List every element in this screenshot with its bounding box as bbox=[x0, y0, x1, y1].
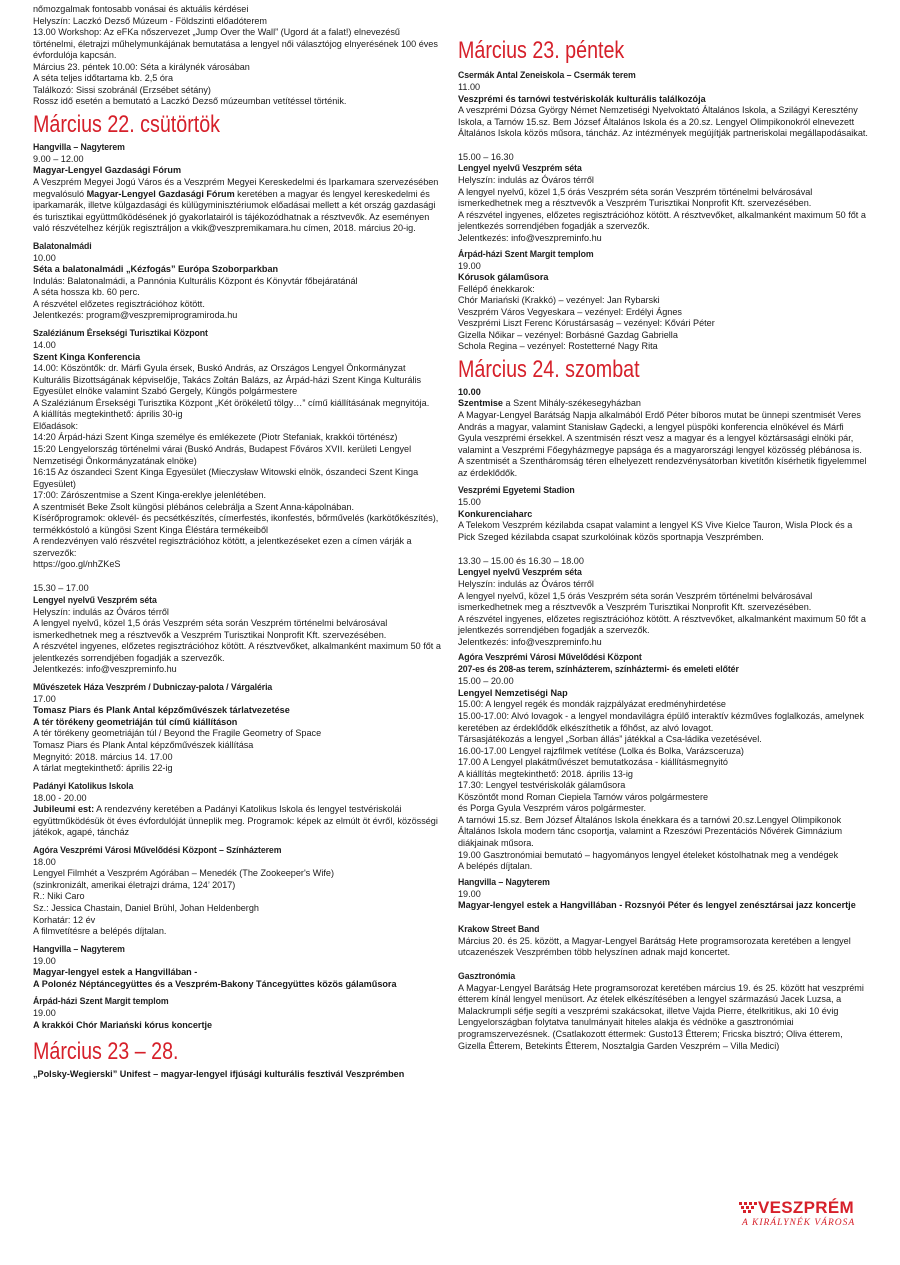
event-body: A Magyar-Lengyel Barátság Hete programsorozat keretében március 19. és 25. között hat veszprémi étterem kínál lengyel menüsort. Az ételek elkészítésében a lengyel származású Jacek Luzsa, a Malackrumpli séfje segíti a veszprémi szakácsokat, illetve Vajda Pierre, ételkritikus, aki 10 évig Lengyelországban folytatva tanulmányait hiteles alakja és védnöke a gasztronómiai programszervezésnek. (Csatlakozott éttermek: Gusto13 Étterem; Fricska bisztró; Oliva étterem, Gizella Étterem, Betekints Étterem, Nosztalgia Garden Veszprém – Villa Medici) bbox=[458, 982, 864, 1051]
event-body: 15.00: A lengyel regék és mondák rajzpályázat eredményhirdetése 15.00-17.00: Alvó lovagok - a lengyel mondavilágra épülő interaktív kézműves foglalkozás, amelynek keretében az érdeklődők elkészíthetik a főhőst, az alvó lovagot. Társasjátékozás a lengyel „Sorban állás” játékkal a Csa-ládika vezetésével. 16.00-17.00 Lengyel rajzfilmek vetítése (Lolka és Bolka, Varázsceruza) 17.00 A Lengyel plakátművészet bemutatkozása - kiállításmegnyitó A kiállítás megtekinthető: 2018. április 13-ig 17.30: Lengyel testvériskolák gálaműsora Köszöntőt mond Roman Ciepiela Tarnów város polgármestere és Porga Gyula Veszprém város polgármester. A tarnówi 15.sz. Bem József Általános Iskola énekkara és a tarnówi 20.sz.Lengyel Olimpikonok Általános Iskola modern tánc csoportja, valamint a Rzeszówi Prezentációs Nővérek Gimnázium diákjainak műsora. 19.00 Gasztronómiai bemutató – hagyományos lengyel ételeket kóstolhatnak meg a vendégek A belépés díjtalan. bbox=[458, 699, 864, 872]
event-time: 19.00 bbox=[458, 260, 481, 271]
event-title: Magyar-lengyel estek a Hangvillában - A Polonéz Néptáncegyüttes és a Veszprém-Bakony Táncegyüttes közös gálaműsora bbox=[33, 967, 397, 989]
event-time: 11.00 bbox=[458, 82, 481, 92]
event-venue: Hangvilla – Nagyterem bbox=[33, 943, 125, 955]
event-title: Szentmise a Szent Mihály-székesegyházban bbox=[458, 398, 641, 409]
event-venue: Szaléziánum Érsekségi Turisztikai Központ bbox=[33, 328, 208, 340]
event-time: 19.00 bbox=[33, 955, 56, 966]
event-venue: Gasztronómia bbox=[458, 970, 516, 982]
event-venue: Árpád-házi Szent Margit templom bbox=[458, 248, 594, 260]
event-time: 14.00 bbox=[33, 340, 56, 351]
event-body: Fellépő énekkarok: Chór Mariański (Krakkó) – vezényel: Jan Rybarski Veszprém Város Vegyeskara – vezényel: Erdélyi Ágnes Veszprémi Liszt Ferenc Kórustársaság – vezényel: Kővári Péter Gizella Nőikar – vezényel: Borbásné Gazdag Gabriella Schola Regina – vezényel: Rostetterné Nagy Rita bbox=[458, 283, 715, 352]
event-body: Lengyel Filmhét a Veszprém Agórában – Menedék (The Zookeeper's Wife) (szinkronizált, amerikai életrajzi dráma, 124’ 2017) R.: Niki Caro Sz.: Jessica Chastain, Daniel Brühl, Johan Heldenbergh Korhatár: 12 év A filmvetítésre a belépés díjtalan. bbox=[33, 868, 334, 937]
event-time: 10.00 bbox=[458, 386, 481, 397]
event-body: 14.00: Köszöntők: dr. Márfi Gyula érsek, Buskó András, az Országos Lengyel Önkormányzat Kulturális Bizottságának képviselője, Takács Zoltán Balázs, az Árpád-házi Szent Kinga Kulturális Egyesület elnöke valamint Szabó Gergely, Küngös polgármestere A Szaléziánum Érsekségi Turisztika Központ „Két örökéletű tölgy…” című kiállításának megnyitója. A kiállítás megtekinthető: április 30-ig Előadások: 14:20 Árpád-házi Szent Kinga személye és emlékezete (Piotr Stefaniak, krakkói történész) 15:20 Lengyelország történelmi várai (Buskó András, Budapest Főváros XVII. kerületi Lengyel Nemzetiségi Önkormányzatának elnöke) 16:15 Az ószandeci Szent Kinga Egyesület (Mieczysław Witowski elnök, ószandeci Szent Kinga Egyesület) 17:00: Zárószentmise a Szent Kinga-ereklye jelenlétében. A szentmisét Beke Zsolt küngösi plébános celebrálja a Szent Anna-kápolnában. Kísérőprogramok: oklevél- és pecsétkészítés, címerfestés, ikonfestés, bőrművelés (karkötőkészítés), termékkóstoló a küngösi Szent Kinga Éléstára termékeiből A rendezvényen való részvétel regisztrációhoz kötött, a jelentkezéseket ezen a címen várják a szervezők: https://goo.gl/nhZKeS bbox=[33, 363, 439, 570]
logo-name: VESZPRÉM bbox=[758, 1198, 854, 1217]
event-venue: Balatonalmádi bbox=[33, 240, 92, 252]
event-venue: Lengyel nyelvű Veszprém séta bbox=[458, 567, 582, 579]
event-time: 13.30 – 15.00 és 16.30 – 18.00 bbox=[458, 555, 584, 566]
event-venue: Lengyel nyelvű Veszprém séta bbox=[33, 594, 157, 606]
event-venue: Krakow Street Band bbox=[458, 923, 540, 935]
event-time: 9.00 – 12.00 bbox=[33, 153, 84, 164]
event-title: Konkurenciaharc bbox=[458, 508, 533, 519]
event-body: Helyszín: indulás az Óváros térről A lengyel nyelvű, közel 1,5 órás Veszprém séta során Veszprém történelmi belvárosával ismerkedhetnek meg a résztvevők a Veszprém Turisztikai Nonprofit Kft. szervezésében. A részvétel ingyenes, előzetes regisztrációhoz kötött. A résztvevőket, alkalmanként maximum 50 főt a jelentkezés sorrendjében fogadják a szervezők. Jelentkezés: info@veszpreminfo.hu bbox=[33, 606, 441, 675]
event-title: Tomasz Piars és Plank Antal képzőművészek tárlatvezetése A tér törékeny geometriáján túl című kiállításon bbox=[33, 705, 290, 727]
event-body: Március 20. és 25. között, a Magyar-Lengyel Barátság Hete programsorozata keretében a lengyel utcazenészek Veszprémben több helyszínen adnak majd koncertet. bbox=[458, 935, 851, 958]
event-body: Helyszín: indulás az Óváros térről A lengyel nyelvű, közel 1,5 órás Veszprém séta során Veszprém történelmi belvárosával ismerkedhetnek meg a résztvevők a Veszprém Turisztikai Nonprofit Kft. szervezésében. A részvétel ingyenes, előzetes regisztrációhoz kötött. A résztvevőket, alkalmanként maximum 50 főt a jelentkezés sorrendjében fogadják a szervezők. Jelentkezés: info@veszpreminfo.hu bbox=[458, 175, 866, 244]
day-heading-march-23-28: Március 23 – 28. bbox=[33, 1038, 179, 1066]
event-title: Magyar-Lengyel Gazdasági Fórum bbox=[33, 165, 182, 176]
event-venue: Padányi Katolikus Iskola bbox=[33, 780, 134, 792]
festival-title: „Polsky-Wegierski” Unifest – magyar-lengyel ifjúsági kulturális fesztivál Veszprémben bbox=[33, 1069, 405, 1080]
left-column bbox=[33, 4, 441, 1081]
event-title: Szent Kinga Konferencia bbox=[33, 351, 141, 362]
event-venue: Veszprémi Egyetemi Stadion bbox=[458, 485, 575, 497]
event-venue: Művészetek Háza Veszprém / Dubniczay-palota / Várgaléria bbox=[33, 681, 273, 693]
event-venue: Hangvilla – Nagyterem bbox=[458, 876, 550, 888]
event-body: Jubileumi est: A rendezvény keretében a Padányi Katolikus Iskola és lengyel testvériskolái együttműködésük öt éves évfordulóját ünneplik meg. Programok: képek az elmúlt öt évről, közösségi játékok, agapé, táncház bbox=[33, 804, 438, 838]
event-title: Séta a balatonalmádi „Kézfogás” Európa Szoborparkban bbox=[33, 264, 279, 275]
event-time: 18.00 bbox=[33, 856, 56, 867]
event-title: Veszprémi és tarnówi testvériskolák kulturális találkozója bbox=[458, 93, 706, 104]
event-venue: Hangvilla – Nagyterem bbox=[33, 141, 125, 153]
event-time: 15.30 – 17.00 bbox=[33, 582, 89, 593]
event-title: Magyar-lengyel estek a Hangvillában - Rozsnyói Péter és lengyel zenésztársai jazz koncertje bbox=[458, 900, 856, 911]
veszprem-logo bbox=[738, 1200, 873, 1230]
event-title: Kórusok gálaműsora bbox=[458, 272, 549, 283]
day-heading-march-22: Március 22. csütörtök bbox=[33, 110, 221, 138]
event-time: 18.00 - 20.00 bbox=[33, 792, 87, 803]
event-body: A veszprémi Dózsa György Német Nemzetiségi Nyelvoktató Általános Iskola, a Szilágyi Keresztény Iskola, a Tarnów 15.sz. Bem József Általános Iskola és a 20.sz. Lengyel Olimpikonokról elnevezett Általános Iskola közös műsora, táncház. Az intézmények megújítják partneriskolai megállapodásaikat. bbox=[458, 105, 868, 139]
day-heading-march-24: Március 24. szombat bbox=[458, 355, 640, 383]
right-column bbox=[458, 38, 868, 1052]
event-title: A krakkói Chór Mariański kórus koncertje bbox=[33, 1019, 213, 1030]
event-time: 15.00 bbox=[458, 497, 481, 508]
event-body: A Veszprém Megyei Jogú Város és a Veszprém Megyei Kereskedelmi és Iparkamara szervezésében megvalósuló Magyar-Lengyel Gazdasági Fórum keretében a magyar és lengyel kereskedelmi és iparkamarák, illetve külgazdasági és külügyminisztériumok előadásai mellett a két ország gazdasági és turisztikai együttműködésének jó gyakorlatairól is tájékozódhatnak a résztvevők. Az eseményen való részvételhez kérjük regisztráljon a vkik@veszpremikamara.hu címen, 2018. március 20-ig. bbox=[33, 177, 439, 234]
day-heading-march-23: Március 23. péntek bbox=[458, 37, 625, 64]
event-venue: Agóra Veszprémi Városi Művelődési Központ – Színházterem bbox=[33, 844, 282, 856]
intro-text: nőmozgalmak fontosabb vonásai és aktuális kérdései Helyszín: Laczkó Dezső Múzeum - Földszinti előadóterem 13.00 Workshop: Az eFKa nőszervezet „Jump Over the Wall” (Ugord át a falat!) elnevezésű történelmi, életrajzi műhelymunkájának bemutatása a lengyel női választójog elnyerésének 100 éves évfordulója kapcsán. Március 23. péntek 10.00: Séta a királynék városában A séta teljes időtartama kb. 2,5 óra Találkozó: Sissi szobránál (Erzsébet sétány) Rossz idő esetén a bemutató a Laczkó Dezső múzeumban vetítéssel történik. bbox=[33, 4, 438, 107]
event-body: A Telekom Veszprém kézilabda csapat valamint a lengyel KS Vive Kielce Tauron, Wisla Plock és a Pick Szeged kézilabda csapat szurkolóinak közös sportnapja Veszprémben. bbox=[458, 520, 853, 542]
event-body: Helyszín: indulás az Óváros térről A lengyel nyelvű, közel 1,5 órás Veszprém séta során Veszprém történelmi belvárosával ismerkedhetnek meg a résztvevők a Veszprém Turisztikai Nonprofit Kft. szervezésében. A részvétel ingyenes, előzetes regisztrációhoz kötött. A résztvevőket, alkalmanként maximum 50 főt a jelentkezés sorrendjében fogadják a szervezők. Jelentkezés: info@veszpreminfo.hu bbox=[458, 579, 866, 647]
event-time: 10.00 bbox=[33, 252, 56, 263]
event-time: 15.00 – 20.00 bbox=[458, 676, 514, 687]
logo-tagline: A KIRÁLYNÉK VÁROSA bbox=[742, 1218, 856, 1228]
crown-icon bbox=[739, 1202, 757, 1216]
event-body: Indulás: Balatonalmádi, a Pannónia Kulturális Központ és Könyvtár főbejáratánál A séta hossza kb. 60 perc. A részvétel előzetes regisztrációhoz kötött. Jelentkezés: program@veszpremiprogramiroda.hu bbox=[33, 275, 358, 321]
event-time: 19.00 bbox=[33, 1008, 56, 1019]
event-title: Lengyel Nemzetiségi Nap bbox=[458, 687, 568, 698]
event-venue: Lengyel nyelvű Veszprém séta bbox=[458, 163, 582, 175]
event-time: 17.00 bbox=[33, 693, 56, 704]
event-time: 15.00 – 16.30 bbox=[458, 151, 514, 162]
event-body: A Magyar-Lengyel Barátság Napja alkalmából Erdő Péter bíboros mutat be ünnepi szentmisét Veres András a magyar, valamint Stanisław Gądecki, a lengyel püspöki konferencia elnökével és Márfi Gyula veszprémi érsekkel. A szentmisén részt vesz a magyar és a lengyel köztársasági elnöki pár, valamint a Veszprémi Főegyházmegye papsága és a magyarországi lengyel közösség plébánosa is. A szentmisét a Szentháromság téren elhelyezett rendezvénysátorban kivetítőn kísérhetik figyelemmel az érdeklődők. bbox=[458, 410, 867, 478]
event-body: A tér törékeny geometriáján túl / Beyond the Fragile Geometry of Space Tomasz Piars és Plank Antal képzőművészek kiállítása Megnyitó: 2018. március 14. 17.00 A tárlat megtekinthető: április 22-ig bbox=[33, 728, 322, 774]
event-time: 19.00 bbox=[458, 888, 481, 899]
event-venue: Árpád-házi Szent Margit templom bbox=[33, 996, 169, 1008]
event-venue: Csermák Antal Zeneiskola – Csermák terem bbox=[458, 70, 636, 81]
event-venue: Agóra Veszprémi Városi Művelődési Központ 207-es és 208-as terem, színházterem, színháztermi- és emeleti előtér bbox=[458, 652, 739, 676]
